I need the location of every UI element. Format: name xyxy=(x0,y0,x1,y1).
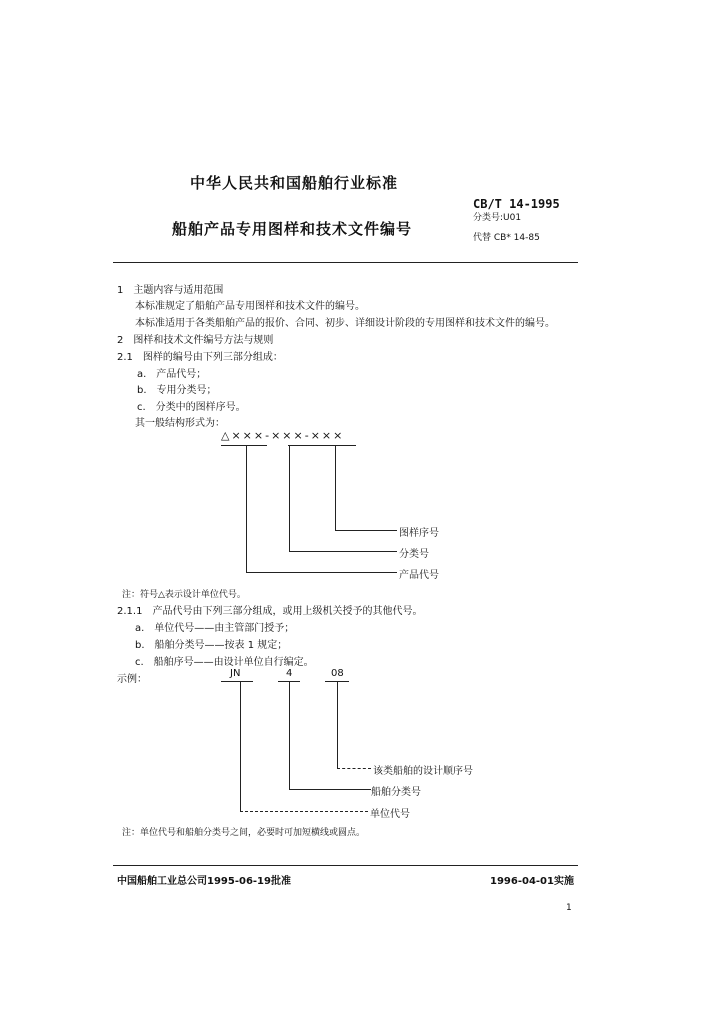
list-item: a. 产品代号； xyxy=(137,369,207,380)
structure-formula: △×××-×××-××× xyxy=(221,429,345,442)
note-2: 注：单位代号和船舶分类号之间，必要时可加短横线或圆点。 xyxy=(122,828,366,838)
example-sequence-vertical xyxy=(337,682,338,768)
section-2-1-heading: 2.1 图样的编号由下列三部分组成： xyxy=(117,352,283,363)
label-unit-code: 单位代号 xyxy=(370,809,410,820)
list-item: b. 专用分类号； xyxy=(137,385,217,396)
list-item: c. 分类中的图样序号。 xyxy=(137,402,246,413)
example-class-vertical xyxy=(289,682,290,789)
replaces-standard: 代替 CB* 14-85 xyxy=(473,233,540,243)
document-title: 船舶产品专用图样和技术文件编号 xyxy=(172,220,413,238)
example-part-unit: JN xyxy=(230,668,241,679)
label-drawing-sequence: 图样序号 xyxy=(399,528,439,539)
header-rule xyxy=(113,262,578,263)
example-unit-vertical xyxy=(240,682,241,811)
section-1-paragraph-1: 本标准规定了船舶产品专用图样和技术文件的编号。 xyxy=(135,301,365,312)
formula-underline-class xyxy=(288,445,322,446)
label-class-number: 分类号 xyxy=(399,549,429,560)
sequence-leader-vertical xyxy=(335,446,336,530)
example-sequence-horizontal xyxy=(337,768,371,769)
example-part-class: 4 xyxy=(286,668,293,679)
label-ship-class: 船舶分类号 xyxy=(371,787,421,798)
class-leader-horizontal xyxy=(289,551,397,552)
section-1-paragraph-2: 本标准适用于各类船舶产品的报价、合同、初步、详细设计阶段的专用图样和技术文件的编号。 xyxy=(135,318,555,329)
product-leader-horizontal xyxy=(246,572,397,573)
classification-number: 分类号:U01 xyxy=(473,213,522,223)
issue-date: 中国船舶工业总公司1995-06-19批准 xyxy=(117,876,291,887)
note-1: 注：符号△表示设计单位代号。 xyxy=(122,590,246,600)
list-item: b. 船舶分类号——按表 1 规定； xyxy=(135,640,288,651)
label-design-sequence: 该类船舶的设计顺序号 xyxy=(373,766,473,777)
formula-underline-product xyxy=(221,445,267,446)
list-item: a. 单位代号——由主管部门授予； xyxy=(135,623,295,634)
example-class-horizontal xyxy=(289,789,371,790)
structure-intro: 其一般结构形式为： xyxy=(135,418,225,429)
label-product-code: 产品代号 xyxy=(399,570,439,581)
list-item: c. 船舶序号——由设计单位自行编定。 xyxy=(135,657,314,668)
effective-date: 1996-04-01实施 xyxy=(490,876,574,887)
example-part-sequence: 08 xyxy=(331,668,344,679)
formula-underline-sequence xyxy=(322,445,356,446)
standard-title: 中华人民共和国船舶行业标准 xyxy=(190,174,399,192)
section-2-1-1-heading: 2.1.1 产品代号由下列三部分组成，或用上级机关授予的其他代号。 xyxy=(117,606,423,617)
section-1-heading: 1 主题内容与适用范围 xyxy=(117,285,224,296)
product-leader-vertical xyxy=(246,446,247,572)
example-underline-unit xyxy=(221,681,253,682)
standard-code: CB/T 14-1995 xyxy=(473,197,560,211)
footer-rule xyxy=(113,865,578,866)
class-leader-vertical xyxy=(289,446,290,551)
example-unit-horizontal xyxy=(240,811,368,812)
section-2-heading: 2 图样和技术文件编号方法与规则 xyxy=(117,335,274,346)
example-label: 示例： xyxy=(117,674,147,685)
page-number: 1 xyxy=(566,903,572,913)
sequence-leader-horizontal xyxy=(335,530,397,531)
